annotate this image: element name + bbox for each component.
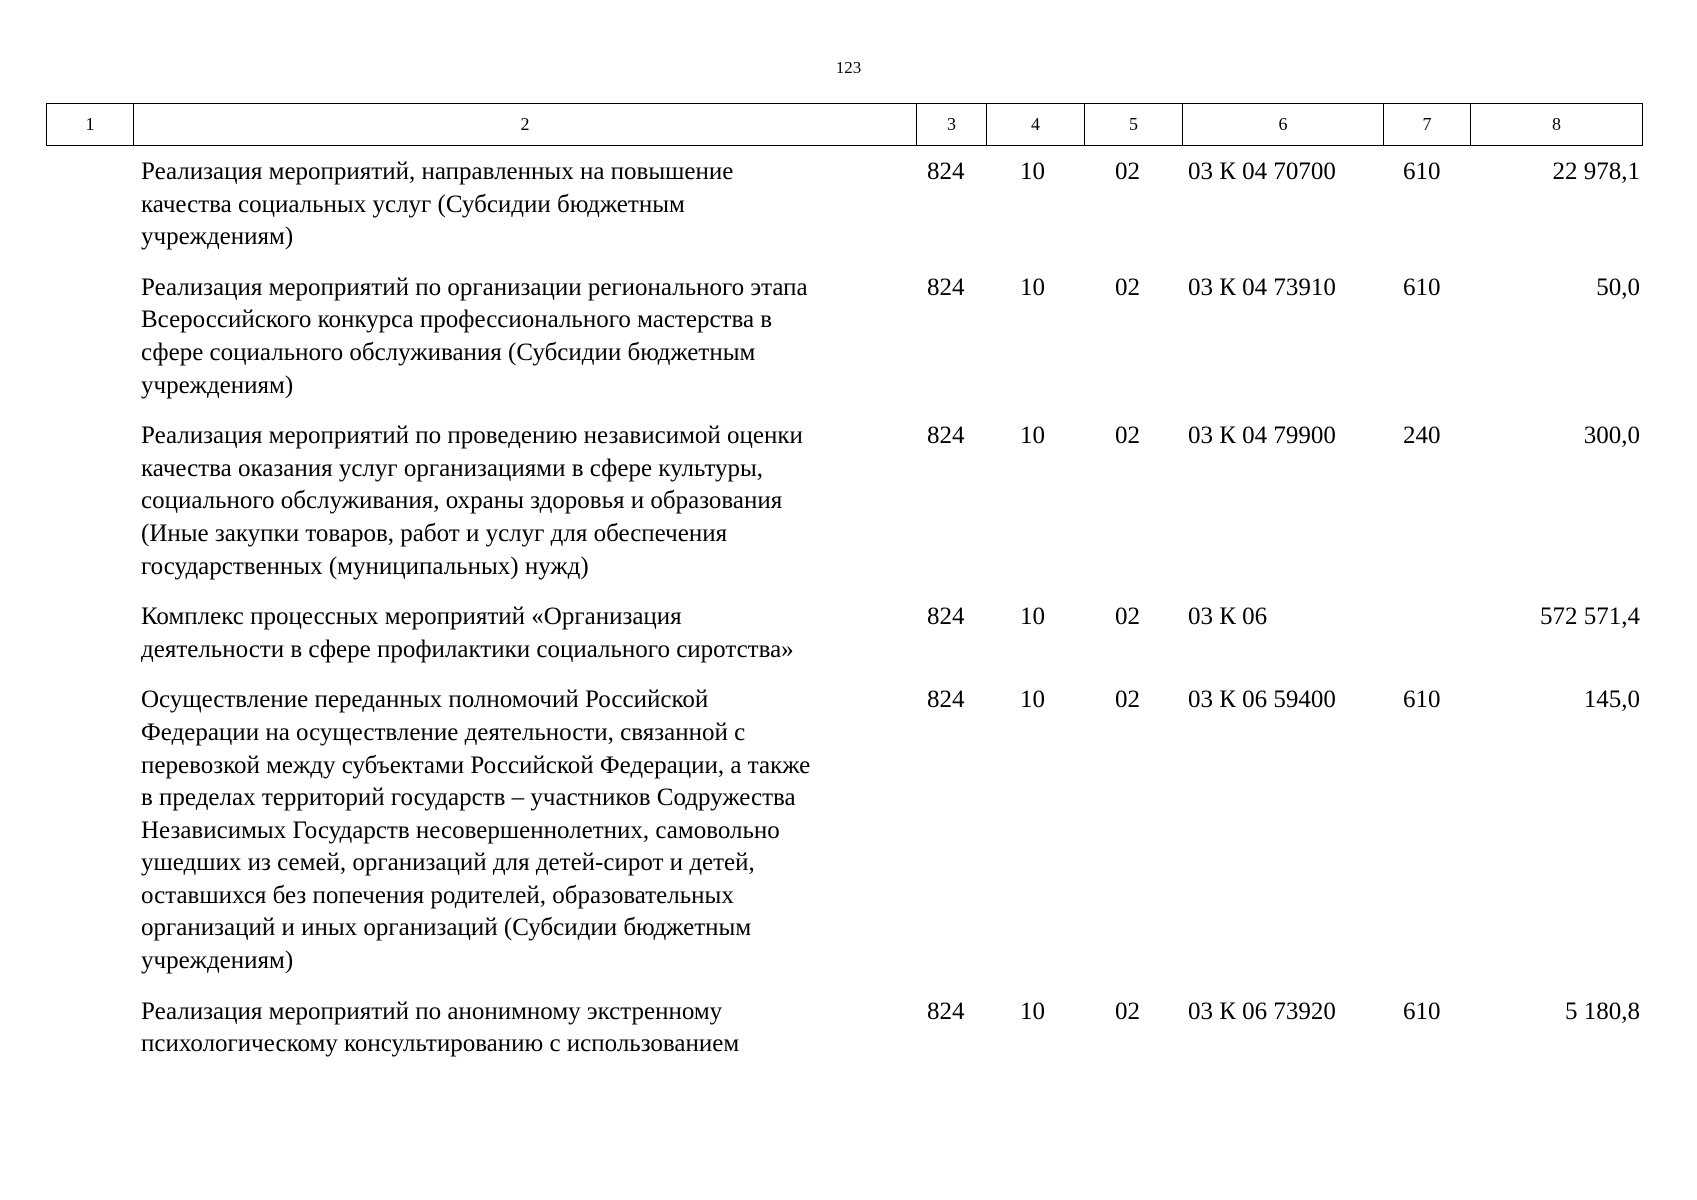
row-description — [141, 156, 921, 254]
target-article-code: 03 К 06 59400 — [1188, 686, 1336, 714]
row-description-line: Реализация мероприятий по организации регионального этапа — [141, 273, 808, 301]
section-code: 10 — [1020, 686, 1045, 714]
row-description — [141, 420, 921, 583]
table-row — [46, 996, 1640, 1061]
row-description-line: качества социальных услуг (Субсидии бюджетным — [141, 190, 685, 218]
row-description-line: Всероссийского конкурса профессионального мастерства в — [141, 306, 773, 334]
row-description-line: (Иные закупки товаров, работ и услуг для обеспечения — [141, 519, 728, 547]
header-col-5: 5 — [1085, 104, 1183, 146]
row-description-line: государственных (муниципальных) нужд) — [141, 552, 589, 580]
amount: 300,0 — [1583, 422, 1640, 450]
ministry-code: 824 — [927, 686, 965, 714]
row-description-line: Реализация мероприятий по проведению независимой оценки — [141, 422, 803, 450]
amount: 50,0 — [1596, 273, 1640, 301]
subsection-code: 02 — [1115, 603, 1140, 631]
target-article-code: 03 К 04 79900 — [1188, 422, 1336, 450]
column-number-header — [46, 103, 1643, 146]
target-article-code: 03 К 06 73920 — [1188, 997, 1336, 1025]
row-description-line: деятельности в сфере профилактики социального сиротства» — [141, 635, 794, 663]
ministry-code: 824 — [927, 273, 965, 301]
budget-rows — [46, 156, 1640, 1079]
amount: 22 978,1 — [1552, 158, 1640, 185]
row-description-line: Независимых Государств несовершеннолетних, самовольно — [141, 816, 780, 844]
row-description-line: учреждениям) — [141, 947, 294, 975]
table-row — [46, 601, 1640, 666]
row-description-line: качества оказания услуг организациями в сфере культуры, — [141, 454, 764, 482]
table-row — [46, 156, 1640, 254]
ministry-code: 824 — [927, 158, 965, 185]
expense-type-code: 610 — [1403, 997, 1441, 1025]
row-description-line: перевозкой между субъектами Российской Федерации, а также — [141, 751, 811, 779]
header-col-7: 7 — [1384, 104, 1471, 146]
row-description-line: в пределах территорий государств – участников Содружества — [141, 784, 796, 812]
row-description-line: организаций и иных организаций (Субсидии бюджетным — [141, 914, 752, 942]
section-code: 10 — [1020, 422, 1045, 450]
row-description-line: Комплекс процессных мероприятий «Организация — [141, 603, 682, 631]
expense-type-code: 610 — [1403, 686, 1441, 714]
table-row — [46, 420, 1640, 583]
expense-type-code: 610 — [1403, 273, 1441, 301]
section-code: 10 — [1020, 603, 1045, 631]
header-col-4: 4 — [987, 104, 1085, 146]
subsection-code: 02 — [1115, 273, 1140, 301]
row-description-line: сфере социального обслуживания (Субсидии бюджетным — [141, 338, 756, 366]
row-description — [141, 996, 921, 1061]
target-article-code: 03 К 04 70700 — [1188, 158, 1336, 185]
row-description-line: Федерации на осуществление деятельности, связанной с — [141, 718, 746, 746]
row-description — [141, 272, 921, 402]
row-description-line: Осуществление переданных полномочий Российской — [141, 686, 709, 714]
header-col-3: 3 — [917, 104, 987, 146]
header-col-8: 8 — [1471, 104, 1643, 146]
ministry-code: 824 — [927, 997, 965, 1025]
amount: 145,0 — [1583, 686, 1640, 714]
row-description-line: ушедших из семей, организаций для детей-сирот и детей, — [141, 849, 755, 877]
ministry-code: 824 — [927, 603, 965, 631]
row-description-line: Реализация мероприятий по анонимному экстренному — [141, 997, 723, 1025]
target-article-code: 03 К 06 — [1188, 603, 1268, 631]
ministry-code: 824 — [927, 422, 965, 450]
section-code: 10 — [1020, 158, 1045, 185]
section-code: 10 — [1020, 273, 1045, 301]
header-col-2: 2 — [134, 104, 917, 146]
header-col-1: 1 — [47, 104, 134, 146]
table-row — [46, 272, 1640, 402]
expense-type-code: 610 — [1403, 158, 1441, 185]
subsection-code: 02 — [1115, 158, 1140, 185]
amount: 572 571,4 — [1540, 603, 1640, 631]
header-col-6: 6 — [1183, 104, 1384, 146]
row-description — [141, 684, 921, 977]
subsection-code: 02 — [1115, 997, 1140, 1025]
row-description-line: психологическому консультированию с использованием — [141, 1030, 740, 1058]
row-description-line: учреждениям) — [141, 371, 294, 399]
table-row — [46, 684, 1640, 977]
section-code: 10 — [1020, 997, 1045, 1025]
subsection-code: 02 — [1115, 686, 1140, 714]
row-description — [141, 601, 921, 666]
row-description-line: Реализация мероприятий, направленных на повышение — [141, 158, 734, 185]
amount: 5 180,8 — [1565, 997, 1640, 1025]
target-article-code: 03 К 04 73910 — [1188, 273, 1336, 301]
page-number: 123 — [835, 58, 862, 77]
row-description-line: оставшихся без попечения родителей, образовательных — [141, 881, 734, 909]
row-description-line: социального обслуживания, охраны здоровья и образования — [141, 487, 783, 515]
expense-type-code: 240 — [1403, 422, 1441, 450]
subsection-code: 02 — [1115, 422, 1140, 450]
row-description-line: учреждениям) — [141, 223, 294, 251]
